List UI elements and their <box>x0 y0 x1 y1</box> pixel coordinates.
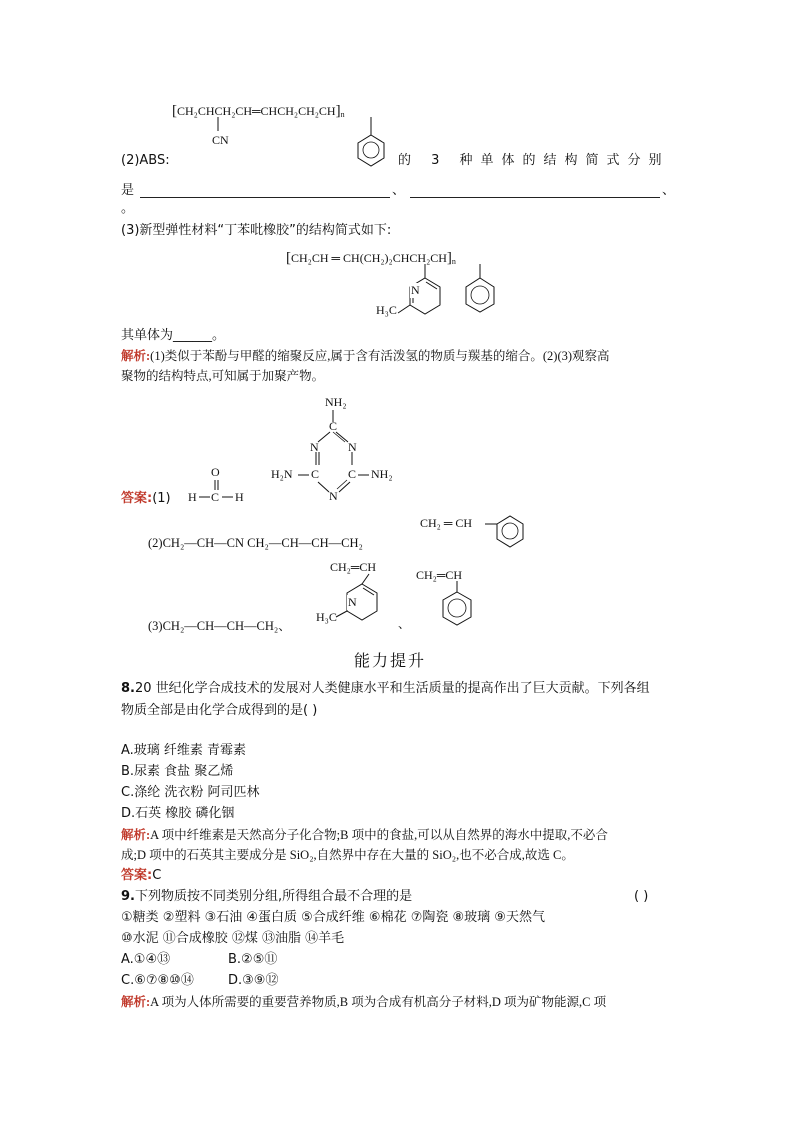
q9-items1: ①糖类 ②塑料 ③石油 ④蛋白质 ⑤合成纤维 ⑥棉花 ⑦陶瓷 ⑧玻璃 ⑨天然气 <box>121 910 545 925</box>
melamine-c-right: C <box>348 467 357 481</box>
q8-analysis-line2: 成;D 项中的石英其主要成分是 SiO₂,自然界中存在大量的 SiO₂,也不必合成,故选 C。 <box>121 848 574 862</box>
formaldehyde-h-right: H <box>235 490 244 504</box>
q8-number: 8. <box>121 681 135 696</box>
q8-answer: C <box>152 868 162 883</box>
melamine-c-top: C <box>329 419 338 433</box>
melamine-c-left: C <box>311 467 320 481</box>
melamine-n-bottom: N <box>329 489 338 503</box>
q9-number: 9. <box>121 889 135 904</box>
analysis1-line2: 聚物的结构特点,可知属于加聚产物。 <box>121 369 325 383</box>
q2-end: 。 <box>121 201 135 216</box>
answer3-styrene: CH₂═CH <box>416 568 463 582</box>
q9-option-d[interactable]: D.③⑨⑫ <box>228 973 279 988</box>
polymer1-main: CH₂CHCH₂CH═CHCH₂CH₂CH <box>177 104 336 118</box>
polymer1-n: n <box>340 110 345 119</box>
q9-option-c[interactable]: C.⑥⑦⑧⑩⑭ <box>121 973 194 988</box>
melamine-n-right: N <box>348 440 357 454</box>
answer3-line: (3)CH₂—CH—CH—CH₂、 <box>148 619 291 633</box>
q9-line1 <box>121 888 412 906</box>
answer3-vinylpyridine: CH₂═CH <box>330 560 377 574</box>
q8-answer-label: 答案: <box>121 868 153 883</box>
q3-h3c: H₃C <box>376 303 397 317</box>
answer1-label: 答案: <box>121 491 153 506</box>
answer3-h3c: H₃C <box>316 610 337 624</box>
q8-analysis-label: 解析: <box>121 828 151 842</box>
q3-formula-main: CH₂CH ═ CH(CH₂)₂CHCH₂CH <box>291 251 447 265</box>
q8-analysis-line1 <box>121 826 608 844</box>
q9-analysis-text1: A 项为人体所需要的重要营养物质,B 项为合成有机高分子材料,D 项为矿物能源,C 项 <box>150 995 607 1009</box>
melamine-nh2-top: NH₂ <box>325 395 347 409</box>
q2-suffix: 的 3 种单体的结构简式分别 <box>398 153 670 168</box>
q3-formula: [CH₂CH ═ $CH(CH_2)_2CHCH_2CH]_n$ <box>286 250 456 266</box>
q8-line1 <box>121 680 650 698</box>
answer1-part: (1) <box>152 491 171 506</box>
formaldehyde-o: O <box>211 465 220 479</box>
q9-option-b[interactable]: B.②⑤⑪ <box>228 952 278 967</box>
melamine-n-left: N <box>310 440 319 454</box>
q2-prefix: (2)ABS: <box>121 153 170 168</box>
polymer1-cn: CN <box>212 133 229 147</box>
q3-text: (3)新型弹性材料“丁苯吡橡胶”的结构简式如下: <box>121 223 392 238</box>
answer3-sep: 、 <box>398 617 411 631</box>
q8-option-a[interactable]: A.玻璃 纤维素 青霉素 <box>121 743 247 758</box>
q8-option-c[interactable]: C.涤纶 洗衣粉 阿司匹林 <box>121 785 260 800</box>
q9-items2: ⑩水泥 ⑪合成橡胶 ⑫煤 ⑬油脂 ⑭羊毛 <box>121 931 345 946</box>
benzene-ring-icon <box>443 592 471 625</box>
analysis1-text1: (1)类似于苯酚与甲醛的缩聚反应,属于含有活泼氢的物质与羰基的缩合。(2)(3)观察高 <box>150 349 610 363</box>
section-title: 能力提升 <box>354 651 427 670</box>
q8-answer-line <box>121 867 161 885</box>
q9-option-a[interactable]: A.①④⑬ <box>121 952 171 967</box>
q9-analysis-line1 <box>121 993 606 1011</box>
monomer-question: 其单体为______。 <box>121 328 226 343</box>
q9-text1: 下列物质按不同类别分组,所得组合最不合理的是 <box>134 889 413 904</box>
q8-analysis-text1: A 项中纤维素是天然高分子化合物;B 项中的食盐,可以从自然界的海水中提取,不必合 <box>150 828 608 842</box>
q3-n: n <box>451 257 456 266</box>
q8-line2: 物质全部是由化学合成得到的是( ) <box>121 703 318 718</box>
q2-sep-2: 、 <box>662 183 676 198</box>
q8-option-b[interactable]: B.尿素 食盐 聚乙烯 <box>121 764 234 779</box>
answer2-line: (2)CH₂—CH—CN CH₂—CH—CH—CH₂ <box>148 536 363 550</box>
q8-text1: 20 世纪化学合成技术的发展对人类健康水平和生活质量的提高作出了巨大贡献。下列各组 <box>134 681 650 696</box>
polymer1-formula: $[CH_2CHCH_2CH═CHCH_2CH_2CH]_n$ <box>172 103 345 119</box>
answer3-ring-n: N <box>348 595 357 609</box>
formaldehyde-h-left: H <box>188 490 197 504</box>
melamine-h2n: H₂N <box>271 467 293 481</box>
q8-option-d[interactable]: D.石英 橡胶 磷化铟 <box>121 806 235 821</box>
melamine-nh2-right: NH₂ <box>371 467 393 481</box>
q9-analysis-label: 解析: <box>121 995 151 1009</box>
q3-ring-n: N <box>411 283 420 297</box>
formaldehyde-c: C <box>211 490 220 504</box>
analysis1-label: 解析: <box>121 349 151 363</box>
q2-line-start: 是 <box>121 183 135 198</box>
q9-paren: ( ) <box>634 889 649 904</box>
answer2-styrene: CH₂ ═ CH <box>420 516 473 530</box>
q2-sep: 、 <box>392 183 406 198</box>
